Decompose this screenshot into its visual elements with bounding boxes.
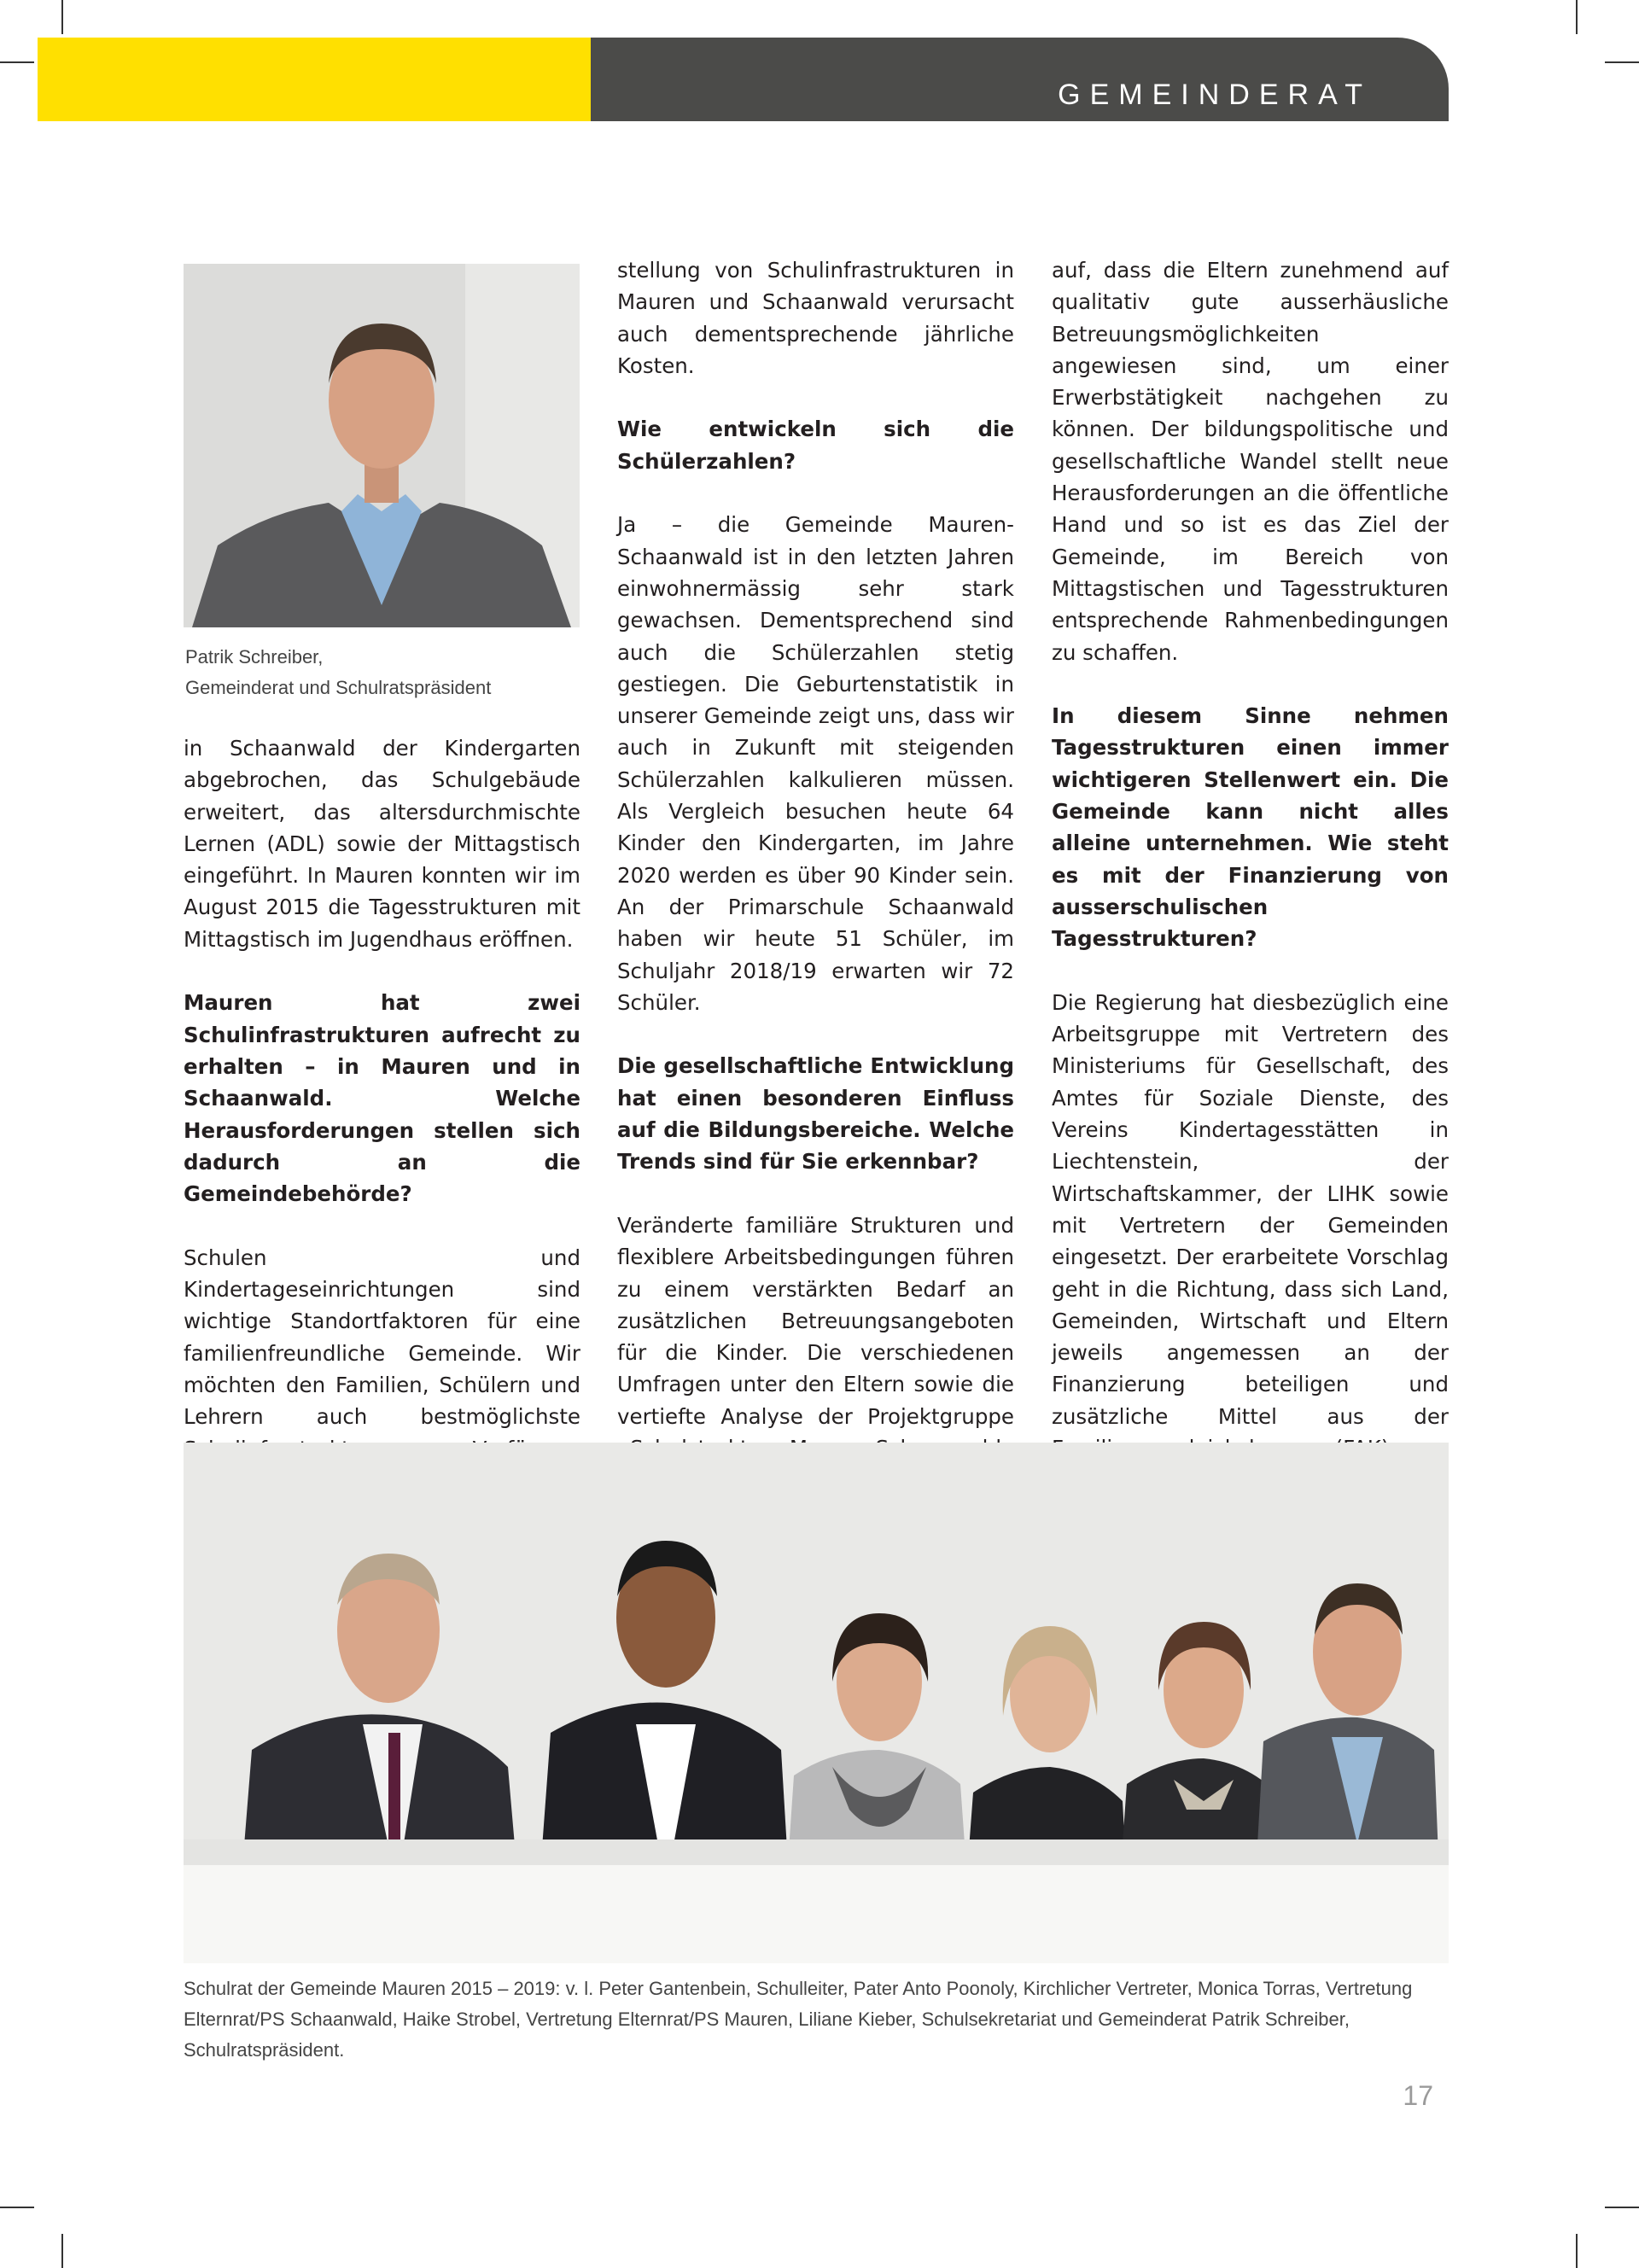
portrait-caption xyxy=(185,642,586,703)
portrait-caption-role: Gemeinderat und Schulratspräsident xyxy=(185,677,492,698)
body-paragraph: Veränderte familiäre Strukturen und flexiblere Arbeitsbedingungen führen zu einem verstärkten Bedarf an zusätzlichen Betreuungsangeboten für die Kinder. Die verschiedenen Umfragen unter den Eltern sowie die vertiefte Analyse der Projektgruppe xyxy=(617,1212,1014,1429)
body-paragraph: in Schaanwald der Kindergarten abgebrochen, das Schulgebäude erweitert, das altersdurchmischte Lernen (ADL) sowie der Mittagstisch eingeführt. In Mauren konnten wir im August 2015 die Tagesstrukturen mit Mittagstisch im Jugendhaus eröffnen. xyxy=(184,736,580,952)
body-paragraph: stellung von Schulinfrastrukturen in Mauren und Schaanwald verursacht auch dementsprechende jährliche Kosten. xyxy=(617,258,1014,378)
crop-mark xyxy=(61,2234,63,2268)
interview-question: Mauren hat zwei Schulinfrastrukturen aufrecht zu erhalten – in Mauren und in Schaanwald. Welche Herausforderungen stellen sich dadurch an die Gemeindebehörde? xyxy=(184,990,580,1207)
body-paragraph: Die Regierung hat diesbezüglich eine Arbeitsgruppe mit Vertretern des Ministeriums für Gesellschaft, des Amtes für Soziale Dienste, des Vereins Kindertagesstätten in Liechtenstein, der Wirtschaftskammer, der LIHK sowie mit Vertretern der Gemeinden eingesetzt. Der erarbeitete Vorschlag geht in die Richtung, dass sich Land, Gemeinden, Wirtschaft und Eltern jeweils angemessen an der Finanzierung beteiligen und zusätzliche Mittel aus der xyxy=(1052,989,1449,1429)
header-bar xyxy=(591,38,1449,121)
crop-mark xyxy=(1605,2207,1639,2208)
article-column-2 xyxy=(617,254,1014,1528)
body-paragraph: auf, dass die Eltern zunehmend auf qualitativ gute ausserhäusliche Betreuungsmöglichkeiten angewiesen sind, um einer Erwerbstätigkeit nachgehen zu können. Der bildungspolitische und gesellschaftliche Wandel stellt neue Herausforderungen an die öffentliche Hand und so ist es das Ziel der Gemeinde, im Bereich von Mittagstischen und Tagesstrukturen entsprechende Rahmenbedingungen zu schaffen. xyxy=(1052,258,1449,665)
header-accent-bar xyxy=(38,38,591,121)
crop-mark xyxy=(1605,61,1639,63)
body-paragraph: Schulen und Kindertageseinrichtungen sind wichtige Standortfaktoren für eine familienfreundliche Gemeinde. Wir möchten den Familien, Schülern und Lehrern auch bestmöglichste xyxy=(184,1245,580,1430)
interview-question: Die gesellschaftliche Entwicklung hat einen besonderen Einfluss auf die Bildungsbereiche. Welche Trends sind für Sie erkennbar? xyxy=(617,1053,1014,1175)
section-title: GEMEINDERAT xyxy=(1058,79,1372,111)
portrait-caption-name: Patrik Schreiber, xyxy=(185,646,324,668)
crop-mark xyxy=(0,61,34,63)
portrait-photo xyxy=(184,264,580,627)
crop-mark xyxy=(61,0,63,34)
page-number: 17 xyxy=(1403,2080,1433,2111)
article-column-3 xyxy=(1052,254,1449,1591)
crop-mark xyxy=(1576,0,1578,34)
crop-mark xyxy=(0,2207,34,2208)
crop-mark xyxy=(1576,2234,1578,2268)
group-photo xyxy=(184,1443,1449,1963)
interview-question: In diesem Sinne nehmen Tagesstrukturen einen immer wichtigeren Stellenwert ein. Die Gemeinde kann nicht alles alleine unternehmen. Wie steht es mit der Finanzierung von ausserschulischen Tagesstrukturen? xyxy=(1052,703,1449,952)
body-paragraph: Ja – die Gemeinde Mauren-Schaanwald ist in den letzten Jahren einwohnermässig sehr stark gewachsen. Dementsprechend sind auch die Schülerzahlen stetig gestiegen. Die Geburtenstatistik in unserer Gemeinde zeigt uns, dass wir auch in Zukunft mit steigenden Schülerzahlen kalkulieren müssen. Als Vergleich besuchen heute 64 Kinder den Kindergarten, im Jahre 2020 werden es über 90 Kinder sein. An der Primarschule Schaanwald haben wir heute 51 Schüler, im Schuljahr 2018/19 erwarten wir 72 Schüler. xyxy=(617,512,1014,1015)
interview-question: Wie entwickeln sich die Schülerzahlen? xyxy=(617,417,1014,474)
article-column-1 xyxy=(184,732,580,1560)
group-photo-caption: Schulrat der Gemeinde Mauren 2015 – 2019: v. l. Peter Gantenbein, Schulleiter, Pater Anto Poonoly, Kirchlicher Vertreter, Monica Torras, Vertretung Elternrat/PS Schaanwald, Haike Strobel, Vertretung Elternrat/PS Mauren, Liliane Kieber, Schulsekretariat und Gemeinderat Patrik Schreiber, Schulratspräsident. xyxy=(184,1978,1413,2061)
